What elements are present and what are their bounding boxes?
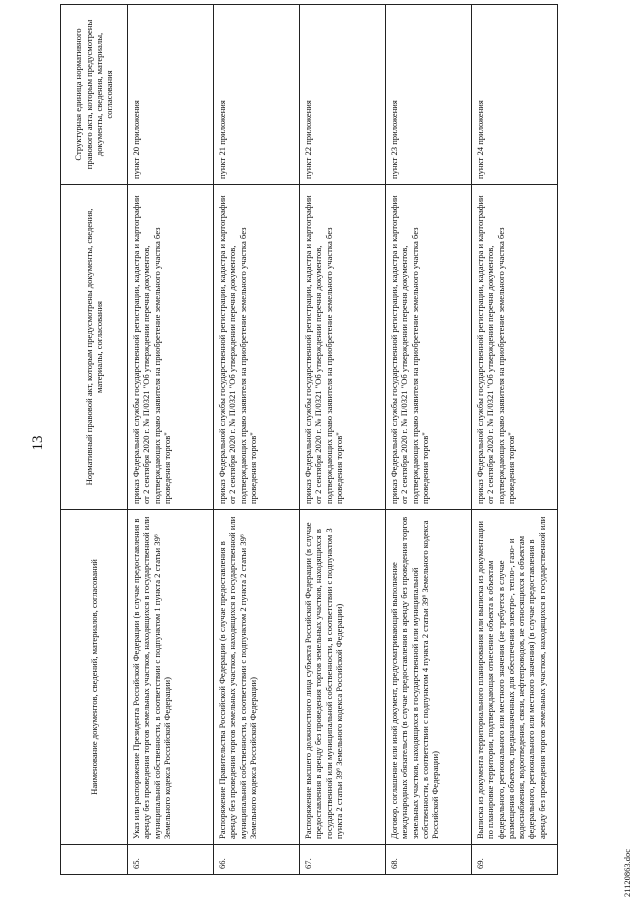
row-structural-unit: пункт 21 приложения [214, 5, 300, 185]
row-document-name: Договор, соглашение или иной документ, предусматривающий выполнение международных обязательств (в случае предоставления в аренду без проведения торгов земельных участков, находящихся в государственной или муниципальной собственности, в соответствии с подпунктом 4 пункта 2 статьи 39⁶ Земельного кодекса Российской Федерации) [386, 510, 472, 845]
row-document-name: Выписка из документа территориального планирования или выписка из документации по планировке территории, подтверждающая отнесение объекта к объектам федерального, регионального или местного значения (не требуется в случае размещения объектов, предназначенных для обеспечения электро-, тепло-, газо- и водоснабжения, водоотведения, связи, нефтепроводов, не относящихся к объектам федерального, регионального или местного значения) (в случае предоставления в аренду без проведения торгов земельных участков, находящихся в государственной или [472, 510, 558, 845]
table-row [386, 5, 472, 875]
table-row [214, 5, 300, 875]
row-number: 67. [300, 845, 386, 875]
row-document-name: Указ или распоряжение Президента Российской Федерации (в случае предоставления в аренду без проведения торгов земельных участков, находящихся в государственной или муниципальной собственности, в соответствии с подпунктом 1 пункта 2 статьи 39⁶ Земельного кодекса Российской Федерации) [128, 510, 214, 845]
row-number: 65. [128, 845, 214, 875]
row-number: 69. [472, 845, 558, 875]
row-legal-act: приказ Федеральной службы государственной регистрации, кадастра и картографии от 2 сентября 2020 г. № П/0321 "Об утверждении перечня документов, подтверждающих право заявителя на приобретение земельного участка без проведения торгов" [472, 185, 558, 510]
header-number [61, 845, 128, 875]
row-legal-act: приказ Федеральной службы государственной регистрации, кадастра и картографии от 2 сентября 2020 г. № П/0321 "Об утверждении перечня документов, подтверждающих право заявителя на приобретение земельного участка без проведения торгов" [214, 185, 300, 510]
row-number: 68. [386, 845, 472, 875]
table-header-row [61, 5, 128, 875]
row-structural-unit: пункт 24 приложения [472, 5, 558, 185]
row-document-name: Распоряжение высшего должностного лица субъекта Российской Федерации (в случае предоставления в аренду без проведения торгов земельных участков, находящихся в государственной или муниципальной собственности, в соответствии с подпунктом 3 пункта 2 статьи 39⁶ Земельного кодекса Российской Федерации) [300, 510, 386, 845]
header-unit: Структурная единица нормативного правового акта, которым предусмотрены документы, сведения, материалы, согласования [61, 5, 128, 185]
document-code: 21120863.doc [622, 848, 632, 897]
row-document-name: Распоряжение Правительства Российской Федерации (в случае предоставления в аренду без проведения торгов земельных участков, находящихся в государственной или муниципальной собственности, в соответствии с подпунктом 2 пункта 2 статьи 39⁶ Земельного кодекса Российской Федерации) [214, 510, 300, 845]
page-number: 13 [30, 435, 46, 451]
row-legal-act: приказ Федеральной службы государственной регистрации, кадастра и картографии от 2 сентября 2020 г. № П/0321 "Об утверждении перечня документов, подтверждающих право заявителя на приобретение земельного участка без проведения торгов" [300, 185, 386, 510]
row-legal-act: приказ Федеральной службы государственной регистрации, кадастра и картографии от 2 сентября 2020 г. № П/0321 "Об утверждении перечня документов, подтверждающих право заявителя на приобретение земельного участка без проведения торгов" [128, 185, 214, 510]
table-row [472, 5, 558, 875]
row-legal-act: приказ Федеральной службы государственной регистрации, кадастра и картографии от 2 сентября 2020 г. № П/0321 "Об утверждении перечня документов, подтверждающих право заявителя на приобретение земельного участка без проведения торгов" [386, 185, 472, 510]
header-name: Наименование документов, сведений, материалов, согласований [61, 510, 128, 845]
table-row [128, 5, 214, 875]
documents-table [60, 4, 558, 875]
header-act: Нормативный правовой акт, которым предусмотрены документы, сведения, материалы, согласования [61, 185, 128, 510]
row-structural-unit: пункт 23 приложения [386, 5, 472, 185]
table-row [300, 5, 386, 875]
row-structural-unit: пункт 20 приложения [128, 5, 214, 185]
row-structural-unit: пункт 22 приложения [300, 5, 386, 185]
row-number: 66. [214, 845, 300, 875]
